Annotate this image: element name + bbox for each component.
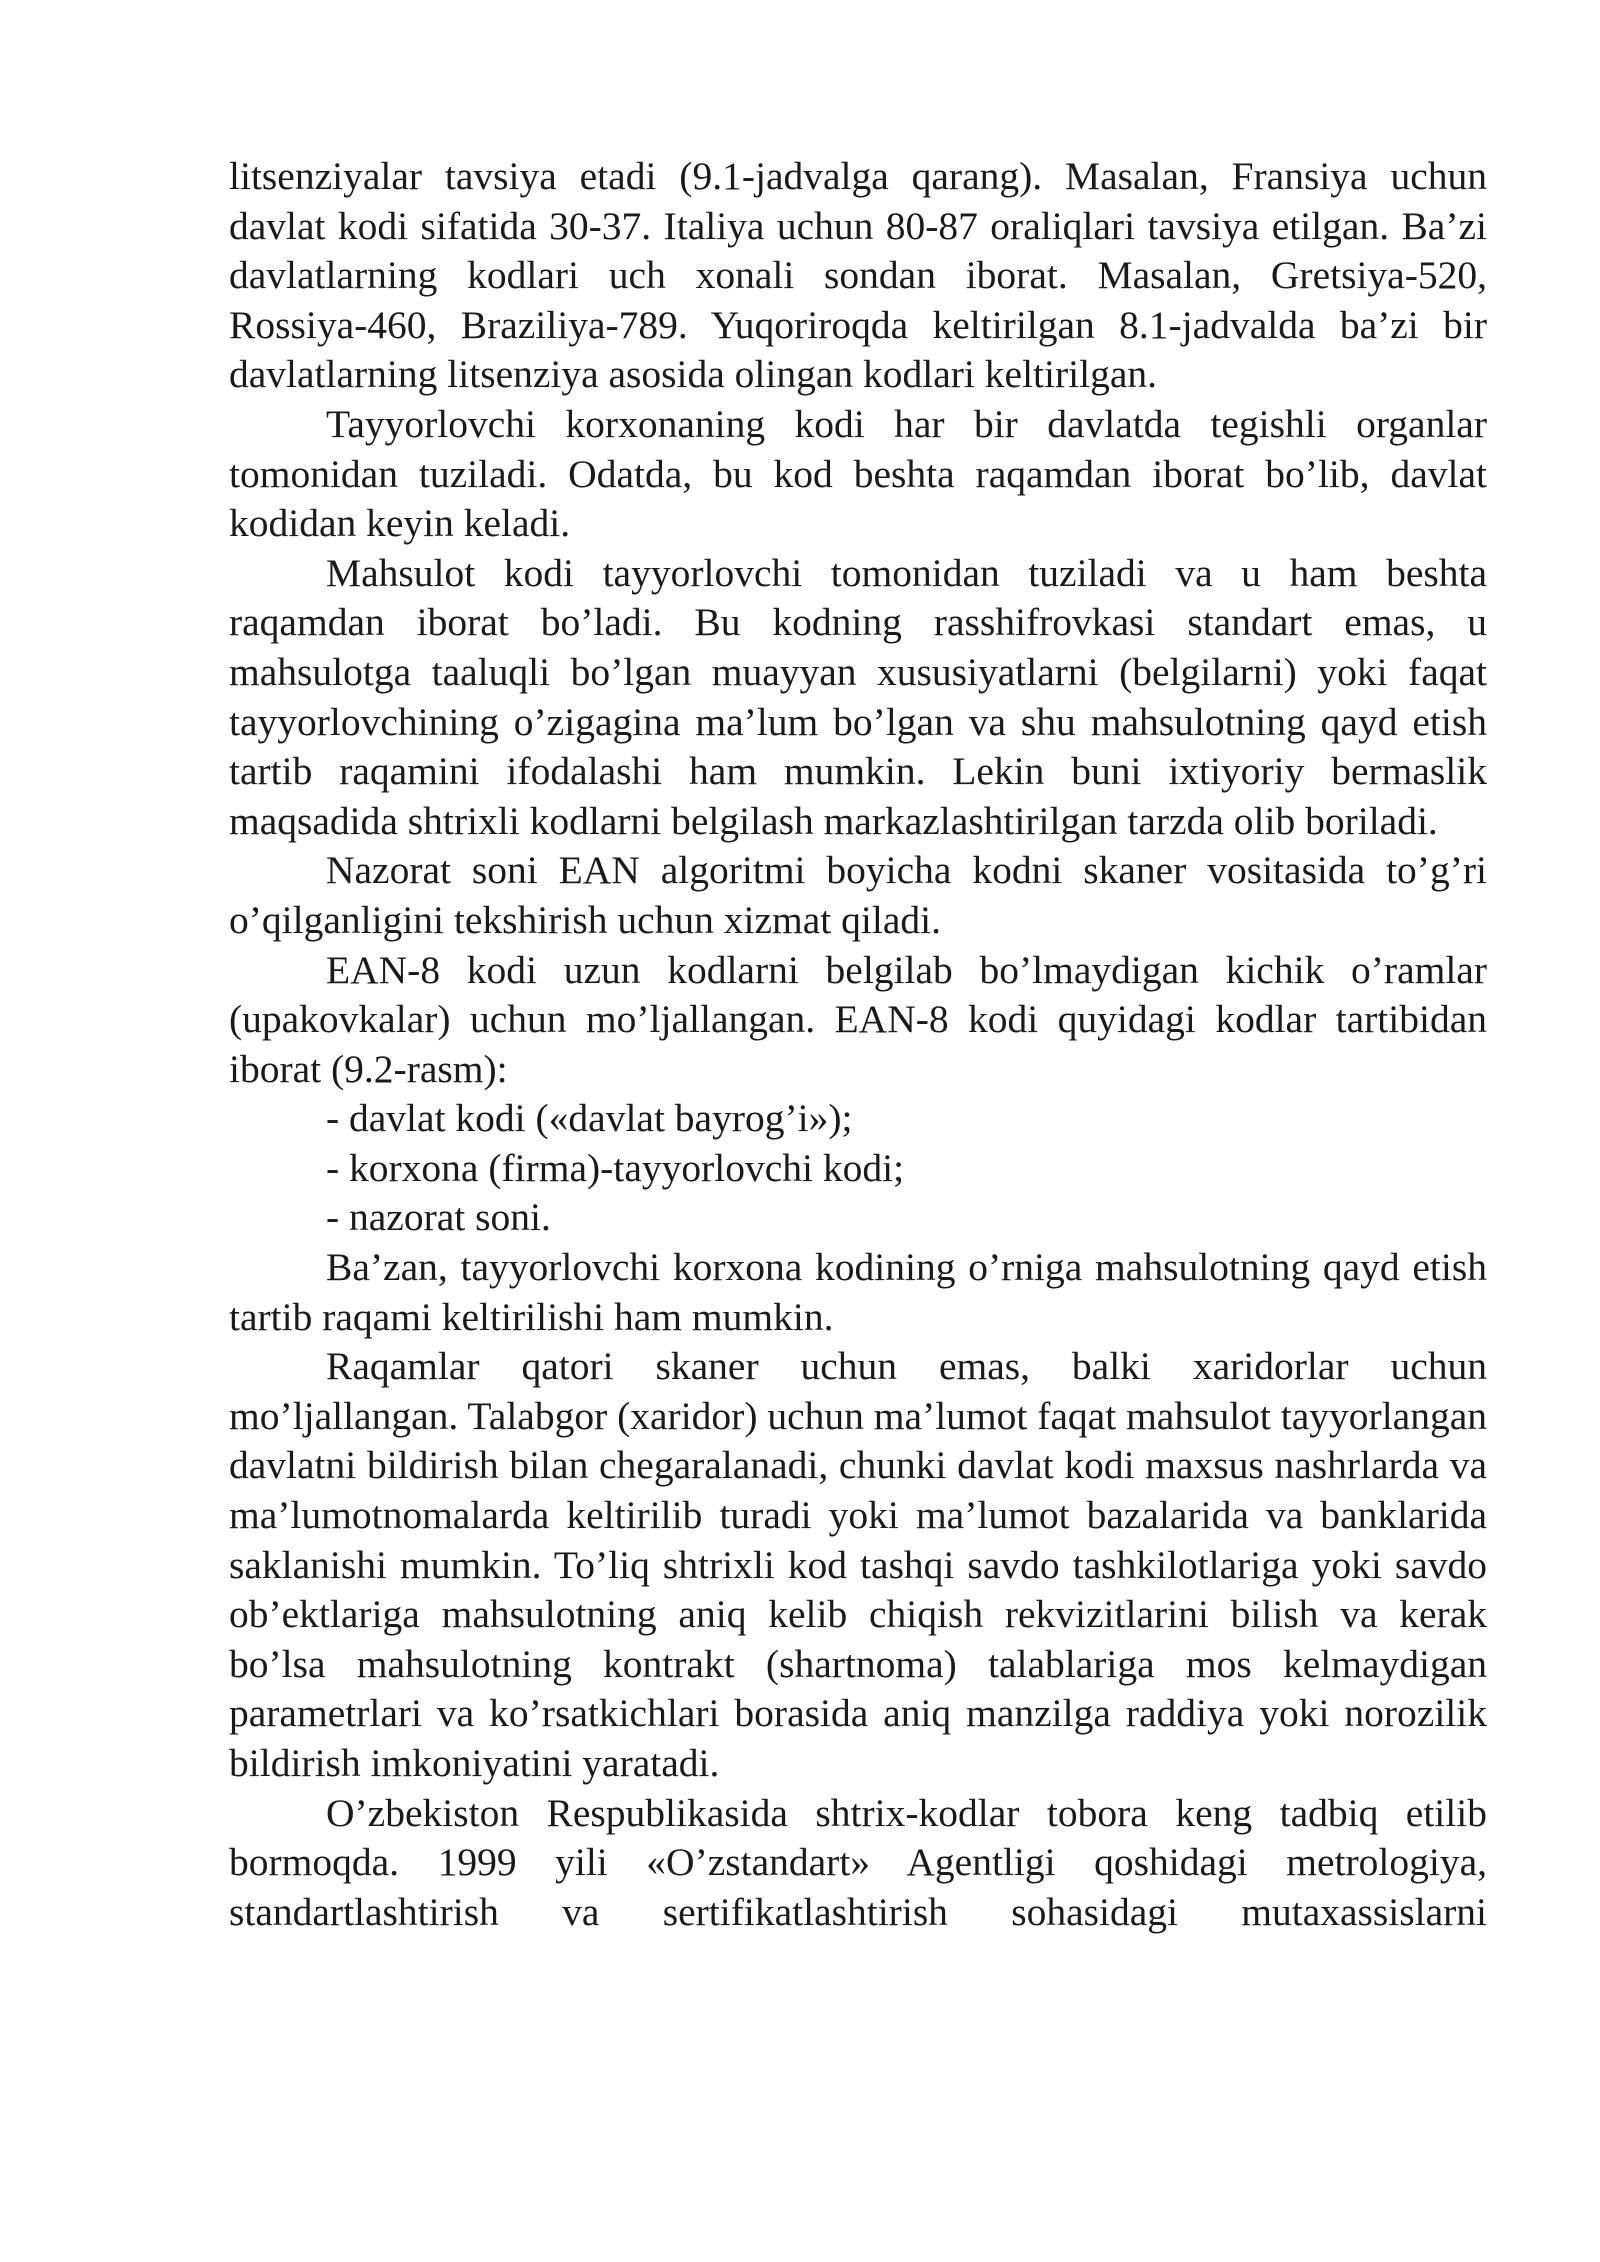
list-item-check-digit: - nazorat soni. [326, 1195, 551, 1240]
paragraph-5: EAN-8 kodi uzun kodlarni belgilab bo’lmaydigan kichik o’ramlar (upakovkalar) uchun mo’ljallangan. EAN-8 kodi quyidagi kodlar tartibidan iborat (9.2-rasm): [229, 947, 1487, 1091]
paragraph-2: Tayyorlovchi korxonaning kodi har bir davlatda tegishli organlar tomonidan tuziladi. Odatda, bu kod beshta raqamdan iborat bo’lib, davlat kodidan keyin keladi. [229, 401, 1487, 546]
paragraph-7: Raqamlar qatori skaner uchun emas, balki xaridorlar uchun mo’ljallangan. Talabgor (xaridor) uchun ma’lumot faqat mahsulot tayyorlangan davlatni bildirish bilan chegaralanadi, chunki davlat kodi maxsus nashrlarda va ma’lumotnomalarda keltirilib turadi yoki ma’lumot bazalarida va banklarida saklanishi mumkin. To’liq shtrixli kod tashqi savdo tashkilotlariga yoki savdo ob’ektlariga mahsulotning aniq kelib chiqish rekvizitlarini bilish va kerak bo’lsa mahsulotning kontrakt (shartnoma) talablariga mos kelmaydigan parametrlari va ko’rsatkichlari borasida aniq manzilga raddiya yoki norozilik bildirish imkoniyatini yaratadi. [229, 1344, 1487, 1785]
paragraph-6: Ba’zan, tayyorlovchi korxona kodining o’rniga mahsulotning qayd etish tartib raqami keltirilishi ham mumkin. [229, 1245, 1487, 1339]
paragraph-3: Mahsulot kodi tayyorlovchi tomonidan tuziladi va u ham beshta raqamdan iborat bo’ladi. Bu kodning rasshifrovkasi standart emas, u mahsulotga taaluqli bo’lgan muayyan xususiyatlarni (belgilarni) yoki faqat tayyorlovchining o’zigagina ma’lum bo’lgan va shu mahsulotning qayd etish tartib raqamini ifodalashi ham mumkin. Lekin buni ixtiyoriy bermaslik maqsadida shtrixli kodlarni belgilash markazlashtirilgan tarzda olib boriladi. [229, 550, 1487, 843]
document-page [229, 152, 1487, 1937]
paragraph-4: Nazorat soni EAN algoritmi boyicha kodni skaner vositasida to’g’ri o’qilganligini tekshirish uchun xizmat qiladi. [229, 848, 1487, 942]
list-item-manufacturer-code: - korxona (firma)-tayyorlovchi kodi; [326, 1145, 905, 1190]
paragraph-1: litsenziyalar tavsiya etadi (9.1-jadvalga qarang). Masalan, Fransiya uchun davlat kodi sifatida 30-37. Italiya uchun 80-87 oraliqlari tavsiya etilgan. Ba’zi davlatlarning kodlari uch xonali sondan iborat. Masalan, Gretsiya-520, Rossiya-460, Braziliya-789. Yuqoriroqda keltirilgan 8.1-jadvalda ba’zi bir davlatlarning litsenziya asosida olingan kodlari keltirilgan. [229, 154, 1487, 397]
list-item-country-code: - davlat kodi («davlat bayrog’i»); [326, 1096, 853, 1141]
paragraph-8: O’zbekiston Respublikasida shtrix-kodlar tobora keng tadbiq etilib bormoqda. 1999 yili «O’zstandart» Agentligi qoshidagi metrologiya, standartlashtirish va sertifikatlashtirish sohasidagi mutaxassislarni [229, 1790, 1487, 1934]
